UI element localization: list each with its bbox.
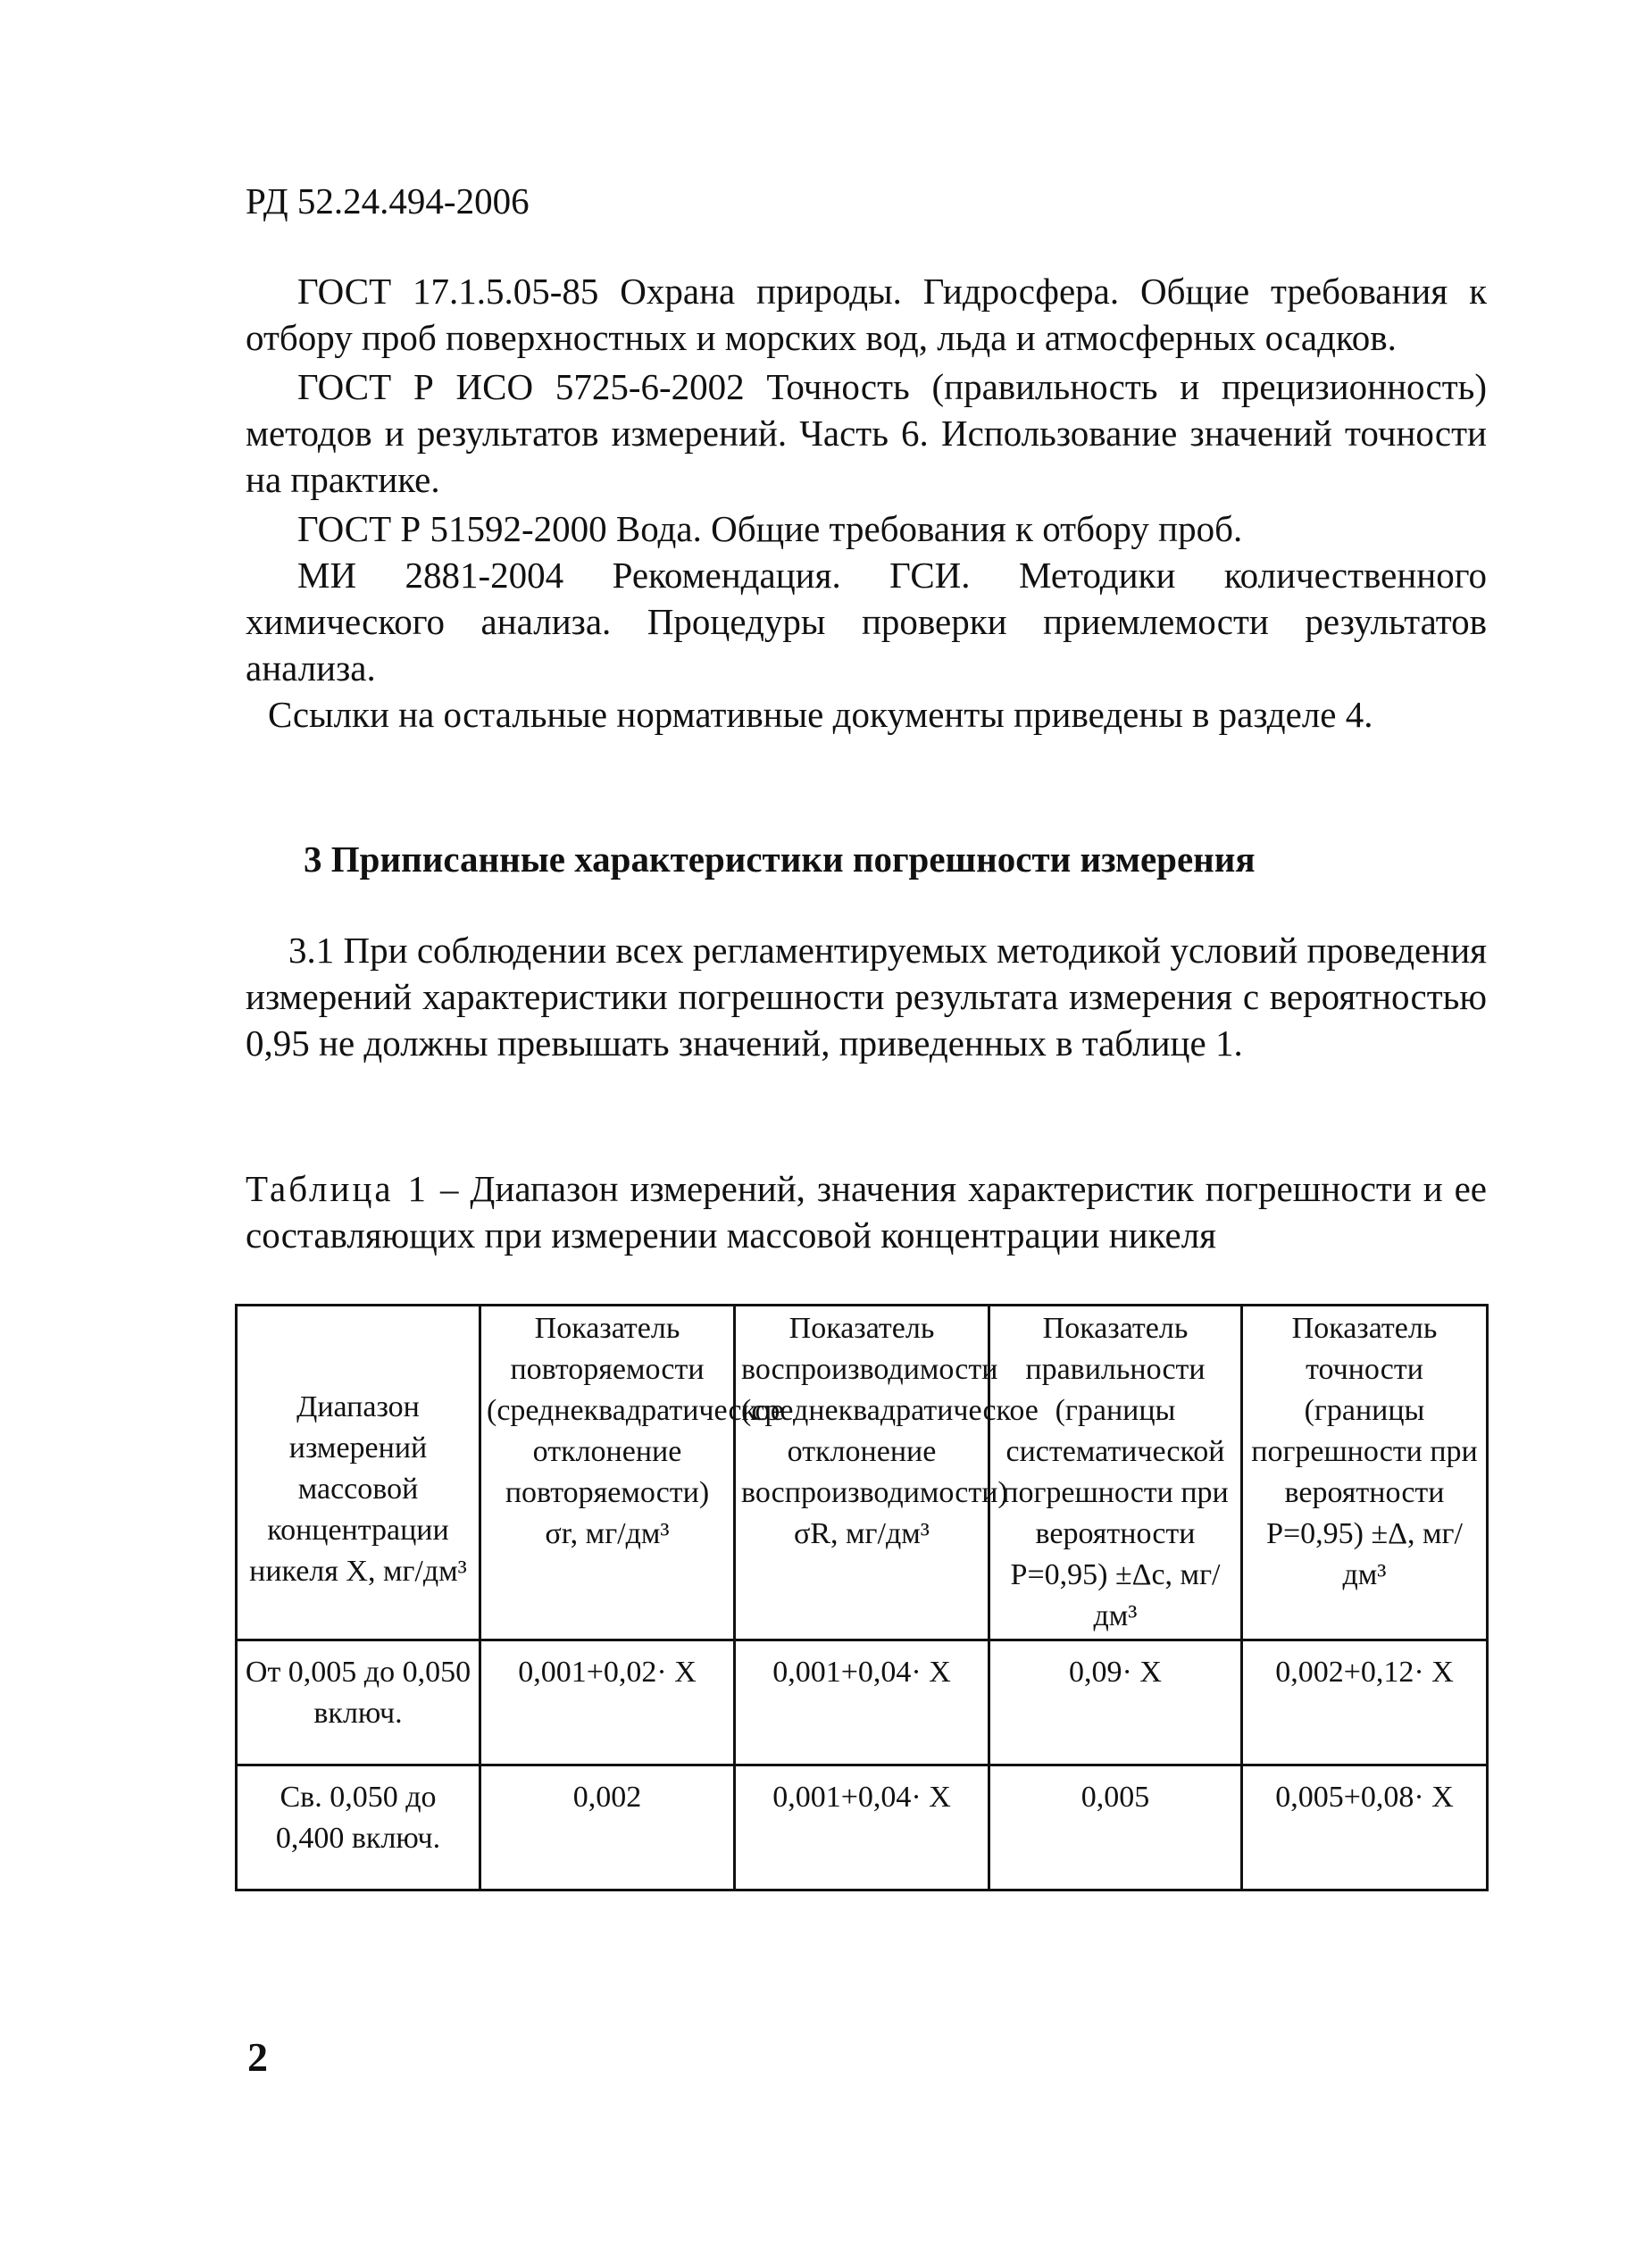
- clause-3-1: 3.1 При соблюдении всех регламентируемых методикой условий проведения измерений характеристики погрешности результата измерения с вероятностью 0,95 не должны превышать значений, приведенных в таблице 1.: [246, 930, 1487, 1064]
- table-header-row: [237, 1306, 1488, 1640]
- references-note: Ссылки на остальные нормативные документы приведены в разделе 4.: [268, 694, 1373, 735]
- cell-trueness: 0,09· X: [989, 1640, 1242, 1765]
- cell-reproducibility: 0,001+0,04· X: [735, 1640, 989, 1765]
- reference-item: ГОСТ Р ИСО 5725-6-2002 Точность (правильность и прецизионность) методов и результатов измерений. Часть 6. Использование значений точности на практике.: [246, 366, 1487, 500]
- cell-range: От 0,005 до 0,050 включ.: [237, 1640, 480, 1765]
- reference-item: ГОСТ 17.1.5.05-85 Охрана природы. Гидросфера. Общие требования к отбору проб поверхностных и морских вод, льда и атмосферных осадков.: [246, 271, 1487, 358]
- normative-references: [246, 268, 1487, 738]
- cell-accuracy: 0,005+0,08· X: [1242, 1765, 1488, 1890]
- header-accuracy: Показатель точности (границы погрешности при вероятности Р=0,95) ±Δ, мг/дм³: [1242, 1306, 1488, 1640]
- table-row: [237, 1640, 1488, 1765]
- reference-item: ГОСТ Р 51592-2000 Вода. Общие требования к отбору проб.: [297, 508, 1243, 549]
- document-code-header: РД 52.24.494-2006: [246, 180, 530, 221]
- reference-item: МИ 2881-2004 Рекомендация. ГСИ. Методики количественного химического анализа. Процедуры проверки приемлемости результатов анализа.: [246, 555, 1487, 689]
- header-measurement-range: Диапазон измерений массовой концентрации никеля X, мг/дм³: [237, 1306, 480, 1640]
- page-number: 2: [247, 2034, 268, 2080]
- table-row: [237, 1765, 1488, 1890]
- cell-trueness: 0,005: [989, 1765, 1242, 1890]
- section-heading: 3 Приписанные характеристики погрешности измерения: [304, 839, 1256, 880]
- cell-repeatability: 0,001+0,02· X: [480, 1640, 735, 1765]
- cell-accuracy: 0,002+0,12· X: [1242, 1640, 1488, 1765]
- header-reproducibility: Показатель воспроизводимости (среднеквадратическое отклонение воспроизводимости) σR, мг/дм³: [735, 1306, 989, 1640]
- error-characteristics-table: [235, 1304, 1489, 1891]
- table-caption-label: Таблица 1: [246, 1168, 430, 1209]
- table-caption-text: – Диапазон измерений, значения характеристик погрешности и ее составляющих при измерении массовой концентрации никеля: [246, 1168, 1487, 1256]
- cell-reproducibility: 0,001+0,04· X: [735, 1765, 989, 1890]
- header-trueness: Показатель правильности (границы систематической погрешности при вероятности Р=0,95) ±Δc, мг/дм³: [989, 1306, 1242, 1640]
- cell-range: Св. 0,050 до 0,400 включ.: [237, 1765, 480, 1890]
- table-caption: [246, 1165, 1487, 1258]
- header-repeatability: Показатель повторяемости (среднеквадратическое отклонение повторяемости) σr, мг/дм³: [480, 1306, 735, 1640]
- cell-repeatability: 0,002: [480, 1765, 735, 1890]
